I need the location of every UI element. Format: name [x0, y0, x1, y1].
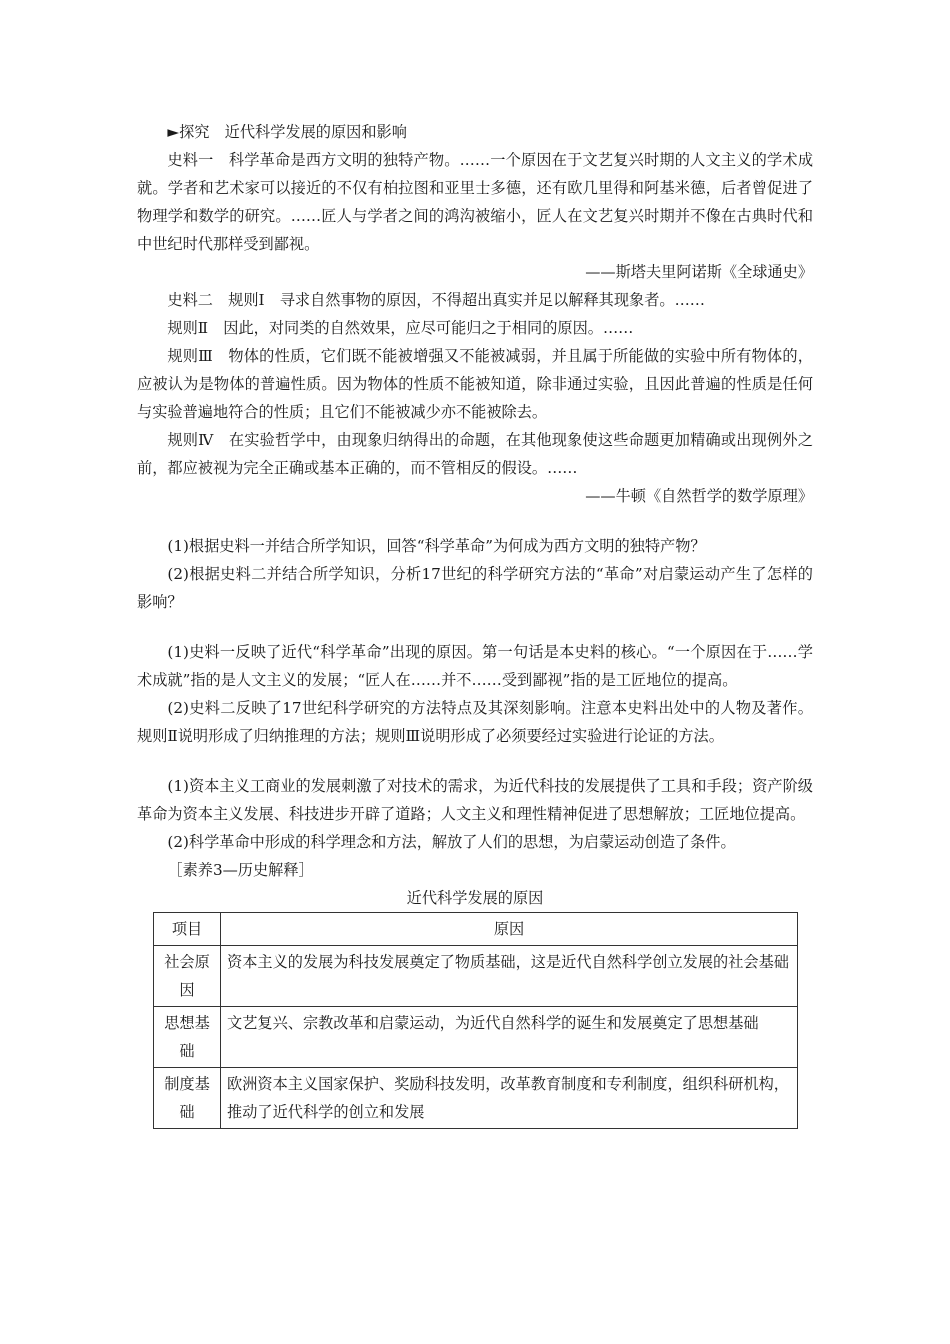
- material-two-rule-2: 规则Ⅱ 因此，对同类的自然效果，应尽可能归之于相同的原因。……: [167, 319, 634, 337]
- row-reason: 文艺复兴、宗教改革和启蒙运动，为近代自然科学的诞生和发展奠定了思想基础: [221, 1007, 798, 1068]
- row-item: 思想基础: [154, 1007, 221, 1068]
- table-caption: 近代科学发展的原因: [406, 889, 544, 907]
- material-two-rule-3: 规则Ⅲ 物体的性质，它们既不能被增强又不能被减弱，并且属于所能做的实验中所有物体的，应被认为是物体的普遍性质。因为物体的性质不能被知道，除非通过实验，且因此普遍的性质是任何与实验普遍地符合的性质；且它们不能被减少亦不能被除去。: [137, 347, 813, 421]
- header-reason: 原因: [221, 913, 798, 946]
- spacer: [137, 616, 813, 638]
- material-two-rule-4: 规则Ⅳ 在实验哲学中，由现象归纳得出的命题，在其他现象使这些命题更加精确或出现例外之前，都应被视为完全正确或基本正确的，而不管相反的假设。……: [137, 431, 813, 477]
- table-header-row: [154, 913, 798, 946]
- header-item: 项目: [154, 913, 221, 946]
- question-1: (1)根据史料一并结合所学知识，回答“科学革命”为何成为西方文明的独特产物？: [167, 537, 706, 555]
- answer-1: (1)资本主义工商业的发展刺激了对技术的需求，为近代科技的发展提供了工具和手段；资产阶级革命为资本主义发展、科技进步开辟了道路；人文主义和理性精神促进了思想解放；工匠地位提高。: [137, 777, 813, 823]
- row-reason: 欧洲资本主义国家保护、奖励科技发明，改革教育制度和专利制度，组织科研机构，推动了近代科学的创立和发展: [221, 1068, 798, 1129]
- material-one-source: ——斯塔夫里阿诺斯《全球通史》: [585, 263, 813, 281]
- material-one: 史料一 科学革命是西方文明的独特产物。……一个原因在于文艺复兴时期的人文主义的学术成就。学者和艺术家可以接近的不仅有柏拉图和亚里士多德，还有欧几里得和阿基米德，后者曾促进了物理学和数学的研究。……匠人与学者之间的鸿沟被缩小，匠人在文艺复兴时期并不像在古典时代和中世纪时代那样受到鄙视。: [137, 151, 813, 253]
- table-row: [154, 1007, 798, 1068]
- table-row: [154, 946, 798, 1007]
- material-two-source: ——牛顿《自然哲学的数学原理》: [585, 487, 813, 505]
- table-row: [154, 1068, 798, 1129]
- literacy-tag: ［素养3—历史解释］: [167, 861, 314, 879]
- document-page: [137, 118, 813, 1129]
- answer-2: (2)科学革命中形成的科学理念和方法，解放了人们的思想，为启蒙运动创造了条件。: [167, 833, 736, 851]
- row-reason: 资本主义的发展为科技发展奠定了物质基础，这是近代自然科学创立发展的社会基础: [221, 946, 798, 1007]
- reasons-table: [153, 912, 798, 1129]
- row-item: 制度基础: [154, 1068, 221, 1129]
- question-2: (2)根据史料二并结合所学知识，分析17世纪的科学研究方法的“革命”对启蒙运动产生了怎样的影响？: [137, 565, 813, 611]
- explore-heading: ►探究 近代科学发展的原因和影响: [167, 123, 407, 141]
- spacer: [137, 510, 813, 532]
- hint-1: (1)史料一反映了近代“科学革命”出现的原因。第一句话是本史料的核心。“一个原因在于……学术成就”指的是人文主义的发展；“匠人在……并不……受到鄙视”指的是工匠地位的提高。: [137, 643, 813, 689]
- spacer: [137, 750, 813, 772]
- hint-2: (2)史料二反映了17世纪科学研究的方法特点及其深刻影响。注意本史料出处中的人物及著作。规则Ⅱ说明形成了归纳推理的方法；规则Ⅲ说明形成了必须要经过实验进行论证的方法。: [137, 699, 813, 745]
- material-two-rule-1: 史料二 规则Ⅰ 寻求自然事物的原因，不得超出真实并足以解释其现象者。……: [167, 291, 705, 309]
- row-item: 社会原因: [154, 946, 221, 1007]
